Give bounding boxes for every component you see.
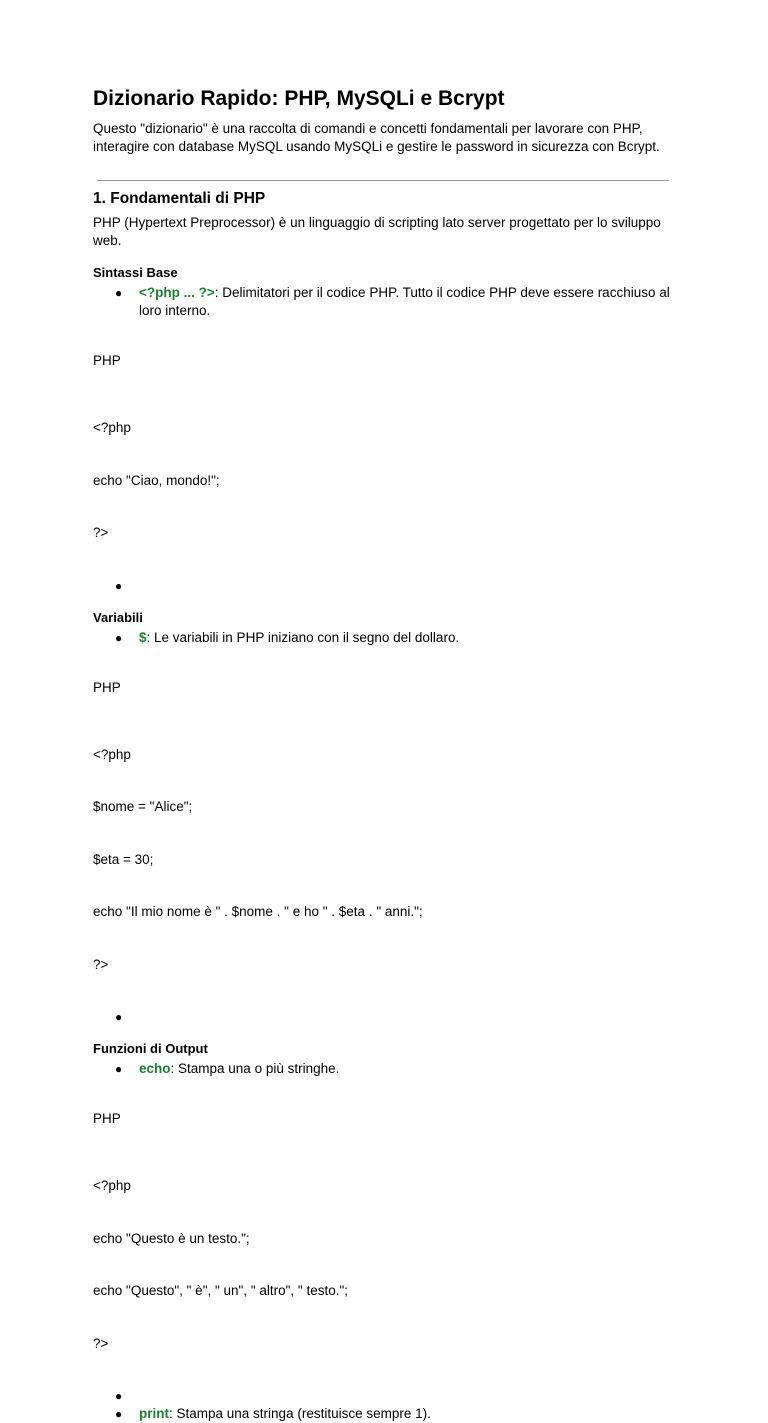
code-language-label: PHP bbox=[93, 353, 121, 368]
list-item bbox=[93, 629, 672, 647]
bullet-icon: ● bbox=[115, 286, 123, 300]
empty-list-item bbox=[93, 577, 672, 595]
bullet-icon: ● bbox=[115, 1389, 123, 1403]
bullet-icon: ● bbox=[115, 1010, 123, 1024]
code-language-label: PHP bbox=[93, 679, 121, 695]
code-block-sintassi bbox=[93, 384, 672, 577]
output-list-continued bbox=[93, 1387, 672, 1423]
output-list bbox=[93, 1060, 672, 1078]
keyword-php-tags: <?php ... ?> bbox=[139, 285, 215, 300]
code-language-label: PHP bbox=[93, 1111, 121, 1126]
empty-bullet-list bbox=[93, 1008, 672, 1026]
code-line: echo "Il mio nome è " . $nome . " e ho " . $eta . " anni."; bbox=[93, 904, 423, 919]
code-line: echo "Questo", " è", " un", " altro", " testo."; bbox=[93, 1283, 349, 1298]
section-heading-fondamentali: 1. Fondamentali di PHP bbox=[93, 190, 266, 207]
code-line: <?php bbox=[93, 1178, 131, 1193]
empty-list-item bbox=[93, 1008, 672, 1026]
code-line: $eta = 30; bbox=[93, 851, 154, 867]
code-line: <?php bbox=[93, 420, 131, 435]
list-item bbox=[93, 1405, 672, 1423]
keyword-dollar: $ bbox=[139, 629, 147, 645]
item-text: : Stampa una o più stringhe. bbox=[170, 1061, 340, 1076]
code-line: ?> bbox=[93, 1335, 109, 1351]
list-item bbox=[93, 284, 672, 320]
code-line: echo "Questo è un testo."; bbox=[93, 1230, 250, 1246]
item-text: : Le variabili in PHP iniziano con il segno del dollaro. bbox=[146, 629, 460, 645]
item-text: : Delimitatori per il codice PHP. Tutto il codice PHP deve essere racchiuso al loro interno. bbox=[139, 285, 670, 318]
code-line: $nome = "Alice"; bbox=[93, 799, 193, 814]
code-line: ?> bbox=[93, 956, 109, 972]
code-line: ?> bbox=[93, 525, 109, 540]
code-line: echo "Ciao, mondo!"; bbox=[93, 472, 220, 488]
code-line: <?php bbox=[93, 746, 131, 762]
subheading-funzioni-output: Funzioni di Output bbox=[93, 1041, 208, 1056]
subheading-variabili: Variabili bbox=[93, 609, 143, 625]
item-text: : Stampa una stringa (restituisce sempre 1). bbox=[169, 1406, 431, 1421]
variabili-list bbox=[93, 629, 672, 647]
bullet-icon: ● bbox=[115, 630, 123, 645]
code-block-output bbox=[93, 1142, 672, 1387]
code-block-variabili bbox=[93, 711, 672, 1009]
bullet-icon: ● bbox=[115, 578, 123, 593]
horizontal-divider bbox=[97, 180, 669, 181]
list-item bbox=[93, 1060, 672, 1078]
keyword-print: print bbox=[139, 1406, 169, 1421]
bullet-icon: ● bbox=[115, 1062, 123, 1076]
section-description: PHP (Hypertext Preprocessor) è un linguaggio di scripting lato server progettato per lo sviluppo web. bbox=[93, 215, 661, 248]
subheading-sintassi-base: Sintassi Base bbox=[93, 265, 178, 280]
intro-paragraph: Questo "dizionario" è una raccolta di comandi e concetti fondamentali per lavorare con PHP, interagire con database MySQL usando MySQLi e gestire le password in sicurezza con Bcrypt. bbox=[93, 121, 660, 154]
sintassi-list bbox=[93, 284, 672, 320]
empty-list-item bbox=[93, 1387, 672, 1405]
keyword-echo: echo bbox=[139, 1061, 171, 1076]
document-title: Dizionario Rapido: PHP, MySQLi e Bcrypt bbox=[93, 87, 505, 110]
bullet-icon: ● bbox=[115, 1407, 123, 1421]
empty-bullet-list bbox=[93, 577, 672, 595]
